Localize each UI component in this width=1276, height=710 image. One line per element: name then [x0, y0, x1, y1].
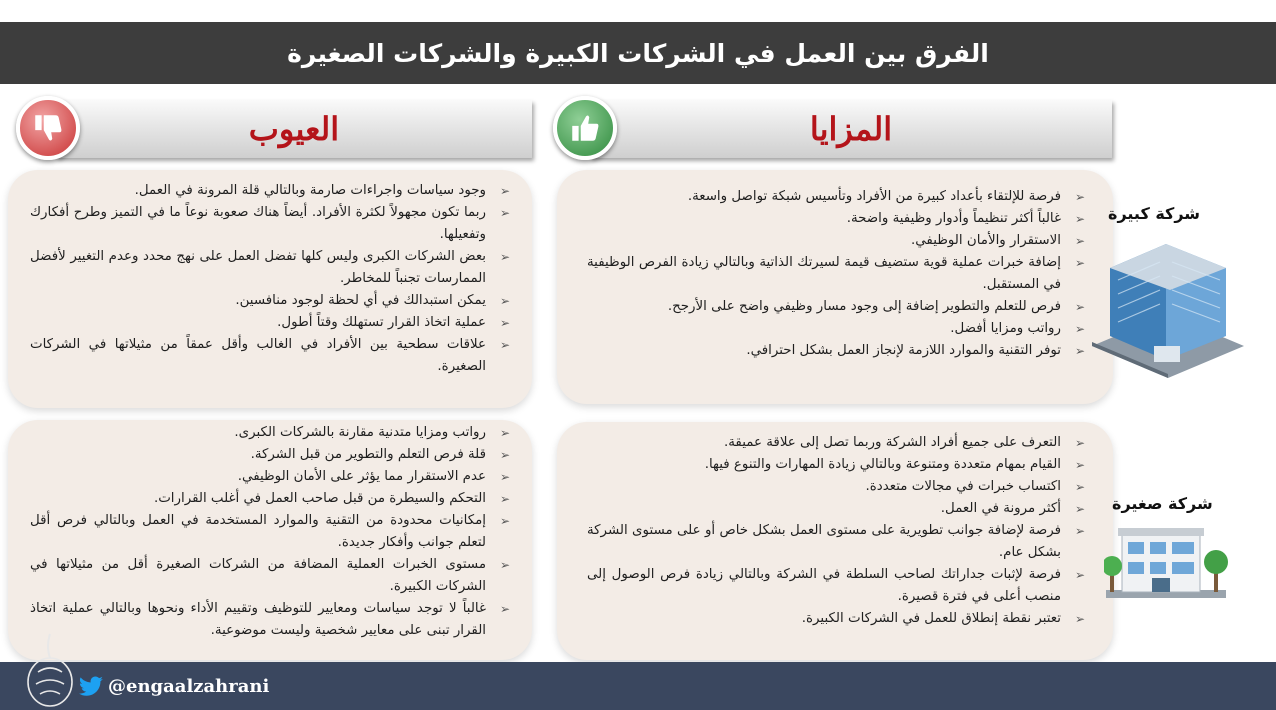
bullet-arrow-icon: ➢ — [1074, 458, 1085, 472]
bullet-arrow-icon: ➢ — [1074, 190, 1085, 204]
bullet-arrow-icon: ➢ — [499, 602, 510, 616]
cons-small-company-panel — [8, 420, 532, 660]
skyscraper-icon — [1088, 228, 1248, 378]
pros-heading: المزايا — [809, 110, 893, 148]
thumbs-down-icon — [16, 96, 80, 160]
calligraphy-logo — [24, 628, 76, 708]
list-item: ➢ فرصة لإثبات جداراتك لصاحب السلطة في الشركة وبالتالي زيادة فرص الوصول إلى منصب أعلى في فترة قصيرة. — [587, 564, 1087, 608]
bullet-arrow-icon: ➢ — [499, 426, 510, 440]
bullet-arrow-icon: ➢ — [1074, 502, 1085, 516]
bullet-arrow-icon: ➢ — [1074, 480, 1085, 494]
pros-large-company-list — [587, 186, 1087, 362]
list-item: ➢ التحكم والسيطرة من قبل صاحب العمل في أغلب القرارات. — [30, 488, 512, 510]
bullet-arrow-icon: ➢ — [499, 206, 510, 220]
cons-heading: العيوب — [248, 110, 340, 148]
small-building-icon — [1104, 514, 1228, 604]
page-title: الفرق بين العمل في الشركات الكبيرة والشركات الصغيرة — [287, 38, 989, 68]
list-item: ➢ رواتب ومزايا متدنية مقارنة بالشركات الكبرى. — [30, 422, 512, 444]
list-item: ➢ عملية اتخاذ القرار تستهلك وقتاً أطول. — [30, 312, 512, 334]
list-item: ➢ أكثر مرونة في العمل. — [587, 498, 1087, 520]
bullet-arrow-icon: ➢ — [1074, 234, 1085, 248]
large-company-label: شركة كبيرة — [1108, 204, 1201, 223]
list-item: ➢ إضافة خبرات عملية قوية ستضيف قيمة لسيرتك الذاتية وبالتالي زيادة الفرص الوظيفية في المستقبل. — [587, 252, 1087, 296]
bullet-arrow-icon: ➢ — [499, 184, 510, 198]
list-item: ➢ بعض الشركات الكبرى وليس كلها تفضل العمل على نهج محدد وعدم التغيير لأفضل الممارسات تجنباً للمخاطر. — [30, 246, 512, 290]
bullet-arrow-icon: ➢ — [1074, 612, 1085, 626]
bullet-arrow-icon: ➢ — [1074, 524, 1085, 538]
bullet-arrow-icon: ➢ — [499, 250, 510, 264]
list-item: ➢ غالباً أكثر تنظيماً وأدوار وظيفية واضحة. — [587, 208, 1087, 230]
cons-large-company-panel — [8, 170, 532, 408]
list-item: ➢ ربما تكون مجهولاً لكثرة الأفراد. أيضاً هناك صعوبة نوعاً ما في التميز وطرح أفكارك وتفعيلها. — [30, 202, 512, 246]
bullet-arrow-icon: ➢ — [1074, 436, 1085, 450]
bullet-arrow-icon: ➢ — [499, 294, 510, 308]
cons-header — [56, 100, 532, 158]
list-item: ➢ علاقات سطحية بين الأفراد في الغالب وأقل عمقاً من مثيلاتها في الشركات الصغيرة. — [30, 334, 512, 378]
title-bar — [0, 22, 1276, 84]
list-item: ➢ اكتساب خبرات في مجالات متعددة. — [587, 476, 1087, 498]
list-item: ➢ فرص للتعلم والتطوير إضافة إلى وجود مسار وظيفي واضح على الأرجح. — [587, 296, 1087, 318]
pros-small-company-panel — [557, 422, 1113, 660]
pros-header — [590, 100, 1112, 158]
list-item: ➢ التعرف على جميع أفراد الشركة وربما تصل إلى علاقة عميقة. — [587, 432, 1087, 454]
list-item: ➢ فرصة للإلتقاء بأعداد كبيرة من الأفراد وتأسيس شبكة تواصل واسعة. — [587, 186, 1087, 208]
list-item: ➢ تعتبر نقطة إنطلاق للعمل في الشركات الكبيرة. — [587, 608, 1087, 630]
bullet-arrow-icon: ➢ — [499, 448, 510, 462]
bullet-arrow-icon: ➢ — [1074, 212, 1085, 226]
list-item: ➢ مستوى الخبرات العملية المضافة من الشركات الصغيرة أقل من مثيلاتها في الشركات الكبيرة. — [30, 554, 512, 598]
cons-large-company-list — [30, 180, 512, 378]
list-item: ➢ فرصة لإضافة جوانب تطويرية على مستوى العمل بشكل خاص أو على مستوى الشركة بشكل عام. — [587, 520, 1087, 564]
bullet-arrow-icon: ➢ — [1074, 568, 1085, 582]
bullet-arrow-icon: ➢ — [499, 338, 510, 352]
twitter-handle[interactable]: @engaalzahrani — [108, 676, 270, 697]
pros-small-company-list — [587, 432, 1087, 630]
small-company-label: شركة صغيرة — [1112, 494, 1213, 513]
bullet-arrow-icon: ➢ — [499, 470, 510, 484]
bullet-arrow-icon: ➢ — [1074, 256, 1085, 270]
list-item: ➢ قلة فرص التعلم والتطوير من قبل الشركة. — [30, 444, 512, 466]
twitter-bird-icon[interactable] — [78, 676, 104, 698]
list-item: ➢ وجود سياسات واجراءات صارمة وبالتالي قلة المرونة في العمل. — [30, 180, 512, 202]
list-item: ➢ توفر التقنية والموارد اللازمة لإنجاز العمل بشكل احترافي. — [587, 340, 1087, 362]
bullet-arrow-icon: ➢ — [499, 316, 510, 330]
list-item: ➢ القيام بمهام متعددة ومتنوعة وبالتالي زيادة المهارات والتنوع فيها. — [587, 454, 1087, 476]
thumbs-up-icon — [553, 96, 617, 160]
list-item: ➢ إمكانيات محدودة من التقنية والموارد المستخدمة في العمل وبالتالي فرص أقل لتعلم جوانب وأفكار جديدة. — [30, 510, 512, 554]
bullet-arrow-icon: ➢ — [499, 558, 510, 572]
list-item: ➢ رواتب ومزايا أفضل. — [587, 318, 1087, 340]
list-item: ➢ الاستقرار والأمان الوظيفي. — [587, 230, 1087, 252]
bullet-arrow-icon: ➢ — [1074, 322, 1085, 336]
bullet-arrow-icon: ➢ — [1074, 344, 1085, 358]
bullet-arrow-icon: ➢ — [1074, 300, 1085, 314]
bullet-arrow-icon: ➢ — [499, 492, 510, 506]
cons-small-company-list — [30, 422, 512, 642]
list-item: ➢ يمكن استبدالك في أي لحظة لوجود منافسين. — [30, 290, 512, 312]
list-item: ➢ عدم الاستقرار مما يؤثر على الأمان الوظيفي. — [30, 466, 512, 488]
bullet-arrow-icon: ➢ — [499, 514, 510, 528]
list-item: ➢ غالباً لا توجد سياسات ومعايير للتوظيف وتقييم الأداء ونحوها وبالتالي عملية اتخاذ القرار تبنى على معايير شخصية وليست موضوعية. — [30, 598, 512, 642]
pros-large-company-panel — [557, 170, 1113, 404]
